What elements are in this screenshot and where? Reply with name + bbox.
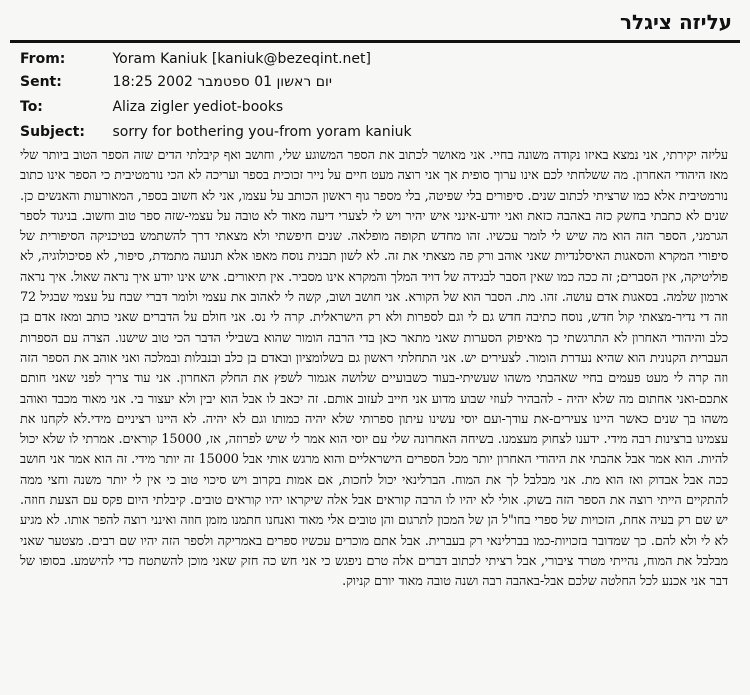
subject-value: sorry for bothering you-from yoram kaniuk xyxy=(112,124,412,140)
sent-row xyxy=(20,74,730,90)
to-row xyxy=(20,99,730,115)
from-row xyxy=(20,51,730,67)
letter-paragraph: עליזה יקירתי, אני נמצא באיזו נקודה משונה בחיי. אני מאושר לכתוב את הספר המשוגע שלי, וחושב ואף קיבלתי הדים שזה הספר הטוב ביותר שלי מאז היהודי האחרון. מה ששלחתי לכם אינו ערוך סופית אך אני רוצה מעט חיים על נייר זכוכית בספר ועריכה לא הכי נורמטיבית כי הספר אינו כתוב נורמטיבית אלא כמו שרציתי לכתוב שנים. סיפורים בלי שפיטה, בלי מספר גוף ראשון הכותב על עצמו, אני לא חשוב בספר, המאורעות והאנשים כן. שנים לא כתבתי בחשק כזה באהבה כזאת ואני יודע-אינני איש יהיר ויש לי לצערי דיעה מאוד לא טובה על עצמי-שזה ספר טוב וחשוב. בניגוד לספר הגרמני, הספר הזה הוא מה שיש לי לומר עכשיו. זהו מחדש תקופה מופלאה. שנים חיפשתי ולא מצאתי דרך להשתמש בטיכניקה הסיפורית של סיפורי המקרא והסאגות האיסלנדיות שאני אוהב ורק פה מצאתי את זה. לא לשון תבנית נוסח מאפו אלא תנועה מתמדת, סיפור, לא פסיכולוגיה, לא פוליטיקה, אין הסברים; זה ככה כמו שאין הסבר לבגידה של דויד המלך והמקרא אינו מסביר. אין תיאורים. איש אינו יודע איך נראה שאול. איך נראה ארמון שלמה. בסאגות אדם עושה. זהו. מת. הסבר הוא של הקורא. אני חושב ושוב, קשה לי לאהוב את עצמי ולומר דברי שבח על עצמי שבגיל 72 וזה די נדיר-מצאתי קול חדש, נוסח כתיבה חדש גם לי וגם לספרות ולא רק הישראלית. קרה לי נס. אני חולם על הדברים שאני כותב ומאז אדם בן כלב והיהודי האחרון לא התרגשתי כך מאיפוק הסערות שאני מתאר כאן בדי הרבה הומור שהוא בשבילי הדבר הכי טוב שישנו. הצרה עם הספרות העברית הקנונית הוא שהיא נעדרת הומור. לצעירים יש. אני התחלתי ראשון גם בשלומציון ובאדם בן כלב ובנבלות ובמלכה ואני אוהב את הספר הזה וזה קרה לי מעט פעמים בחיי שאהבתי משהו שעשיתי-בעוד כשבועיים שלושה אגמור לשפץ את החלק האחרון. אני עוד צריך לפני שאני חותם אתכם-ואני אחתום מה שלא יהיה - להבהיר לעוזי שבוע מדוע אני חייב לעזוב אותם. זה יכאב לו אבל הוא יבין ולא יעצור בי. אני מאוד מכבד ואוהב משהו בך שנים כאשר היינו צעירים-את עודך-ועם יוסי עשינו עיתון ספרותי שלא יהיה כמותו וגם לא יהיה. לא היינו רציניים מידי.לא לקחנו את עצמינו ברצינות רבה מידי. ידענו לצחוק מעצמנו. בשיחה האחרונה שלי עם יוסי הוא אמר לי שיש לפרוזה, אז, 15000 קוראים. אמרתי לו שלא יכול להיות. הוא אמר אבל אהבתי את היהודי האחרון יותר מכל הספרים הישראליים והוא מרגש אותי אבל 15000 זה יותר מידי. זה הוא אמר אני חושב ככה אבל אבדוק ואז הוא מת. אני מבלבל לך את המוח. הברלינאי יכול לחכות, אם אמות בקרוב ויש סיכוי טוב כי אין לי יותר משנה וחצי ממה להתקיים הייתי רוצה את הספר הזה בשוק. אולי לא יהיו לו הרבה קוראים אבל אלה שיקראו יהיו קוראים טובים. קיבלתי היום פקס עם הצעת חוזה. יש שם רק בעיה אחת, הזכויות של ספרי בחו"ל הן של המכון לתרגום והן טובים אלי מאוד ואנחנו חתמנו מזמן חוזה ואינני רוצה להפר אותו. לא מגיע לא לי ולא להם. כך שמדובר בזכויות-כמו בברלינאי רק בעברית. אבל אתם מוכרים עכשיו ספרים באמריקה ולספר הזה יהיו שם רבים. מצטער שאני מבלבל את המוח, נהייתי מטרד ציבורי, אבל רציתי לכתוב דברים אלה טרם ניפגש כי אני חש כה חזק שאני מוכן להשתטח כדי להישמע. בסופו של דבר אני אכנע לכל החלטה שלכם אבל-באהבה רבה ושנה טובה מאוד יורם קניוק. xyxy=(20,148,728,590)
sent-value: יום ראשון 01 ספטמבר 2002 18:25 xyxy=(112,74,332,90)
subject-row xyxy=(20,124,730,140)
recipient-name: עליזה ציגלר xyxy=(619,10,732,34)
sent-label: Sent: xyxy=(20,74,62,90)
to-label: To: xyxy=(20,99,43,115)
from-value: Yoram Kaniuk [kaniuk@bezeqint.net] xyxy=(112,51,371,67)
subject-label: Subject: xyxy=(20,124,85,140)
letter-body xyxy=(20,146,728,593)
header-divider xyxy=(10,40,740,43)
to-value: Aliza zigler yediot-books xyxy=(112,99,284,115)
from-label: From: xyxy=(20,51,66,67)
